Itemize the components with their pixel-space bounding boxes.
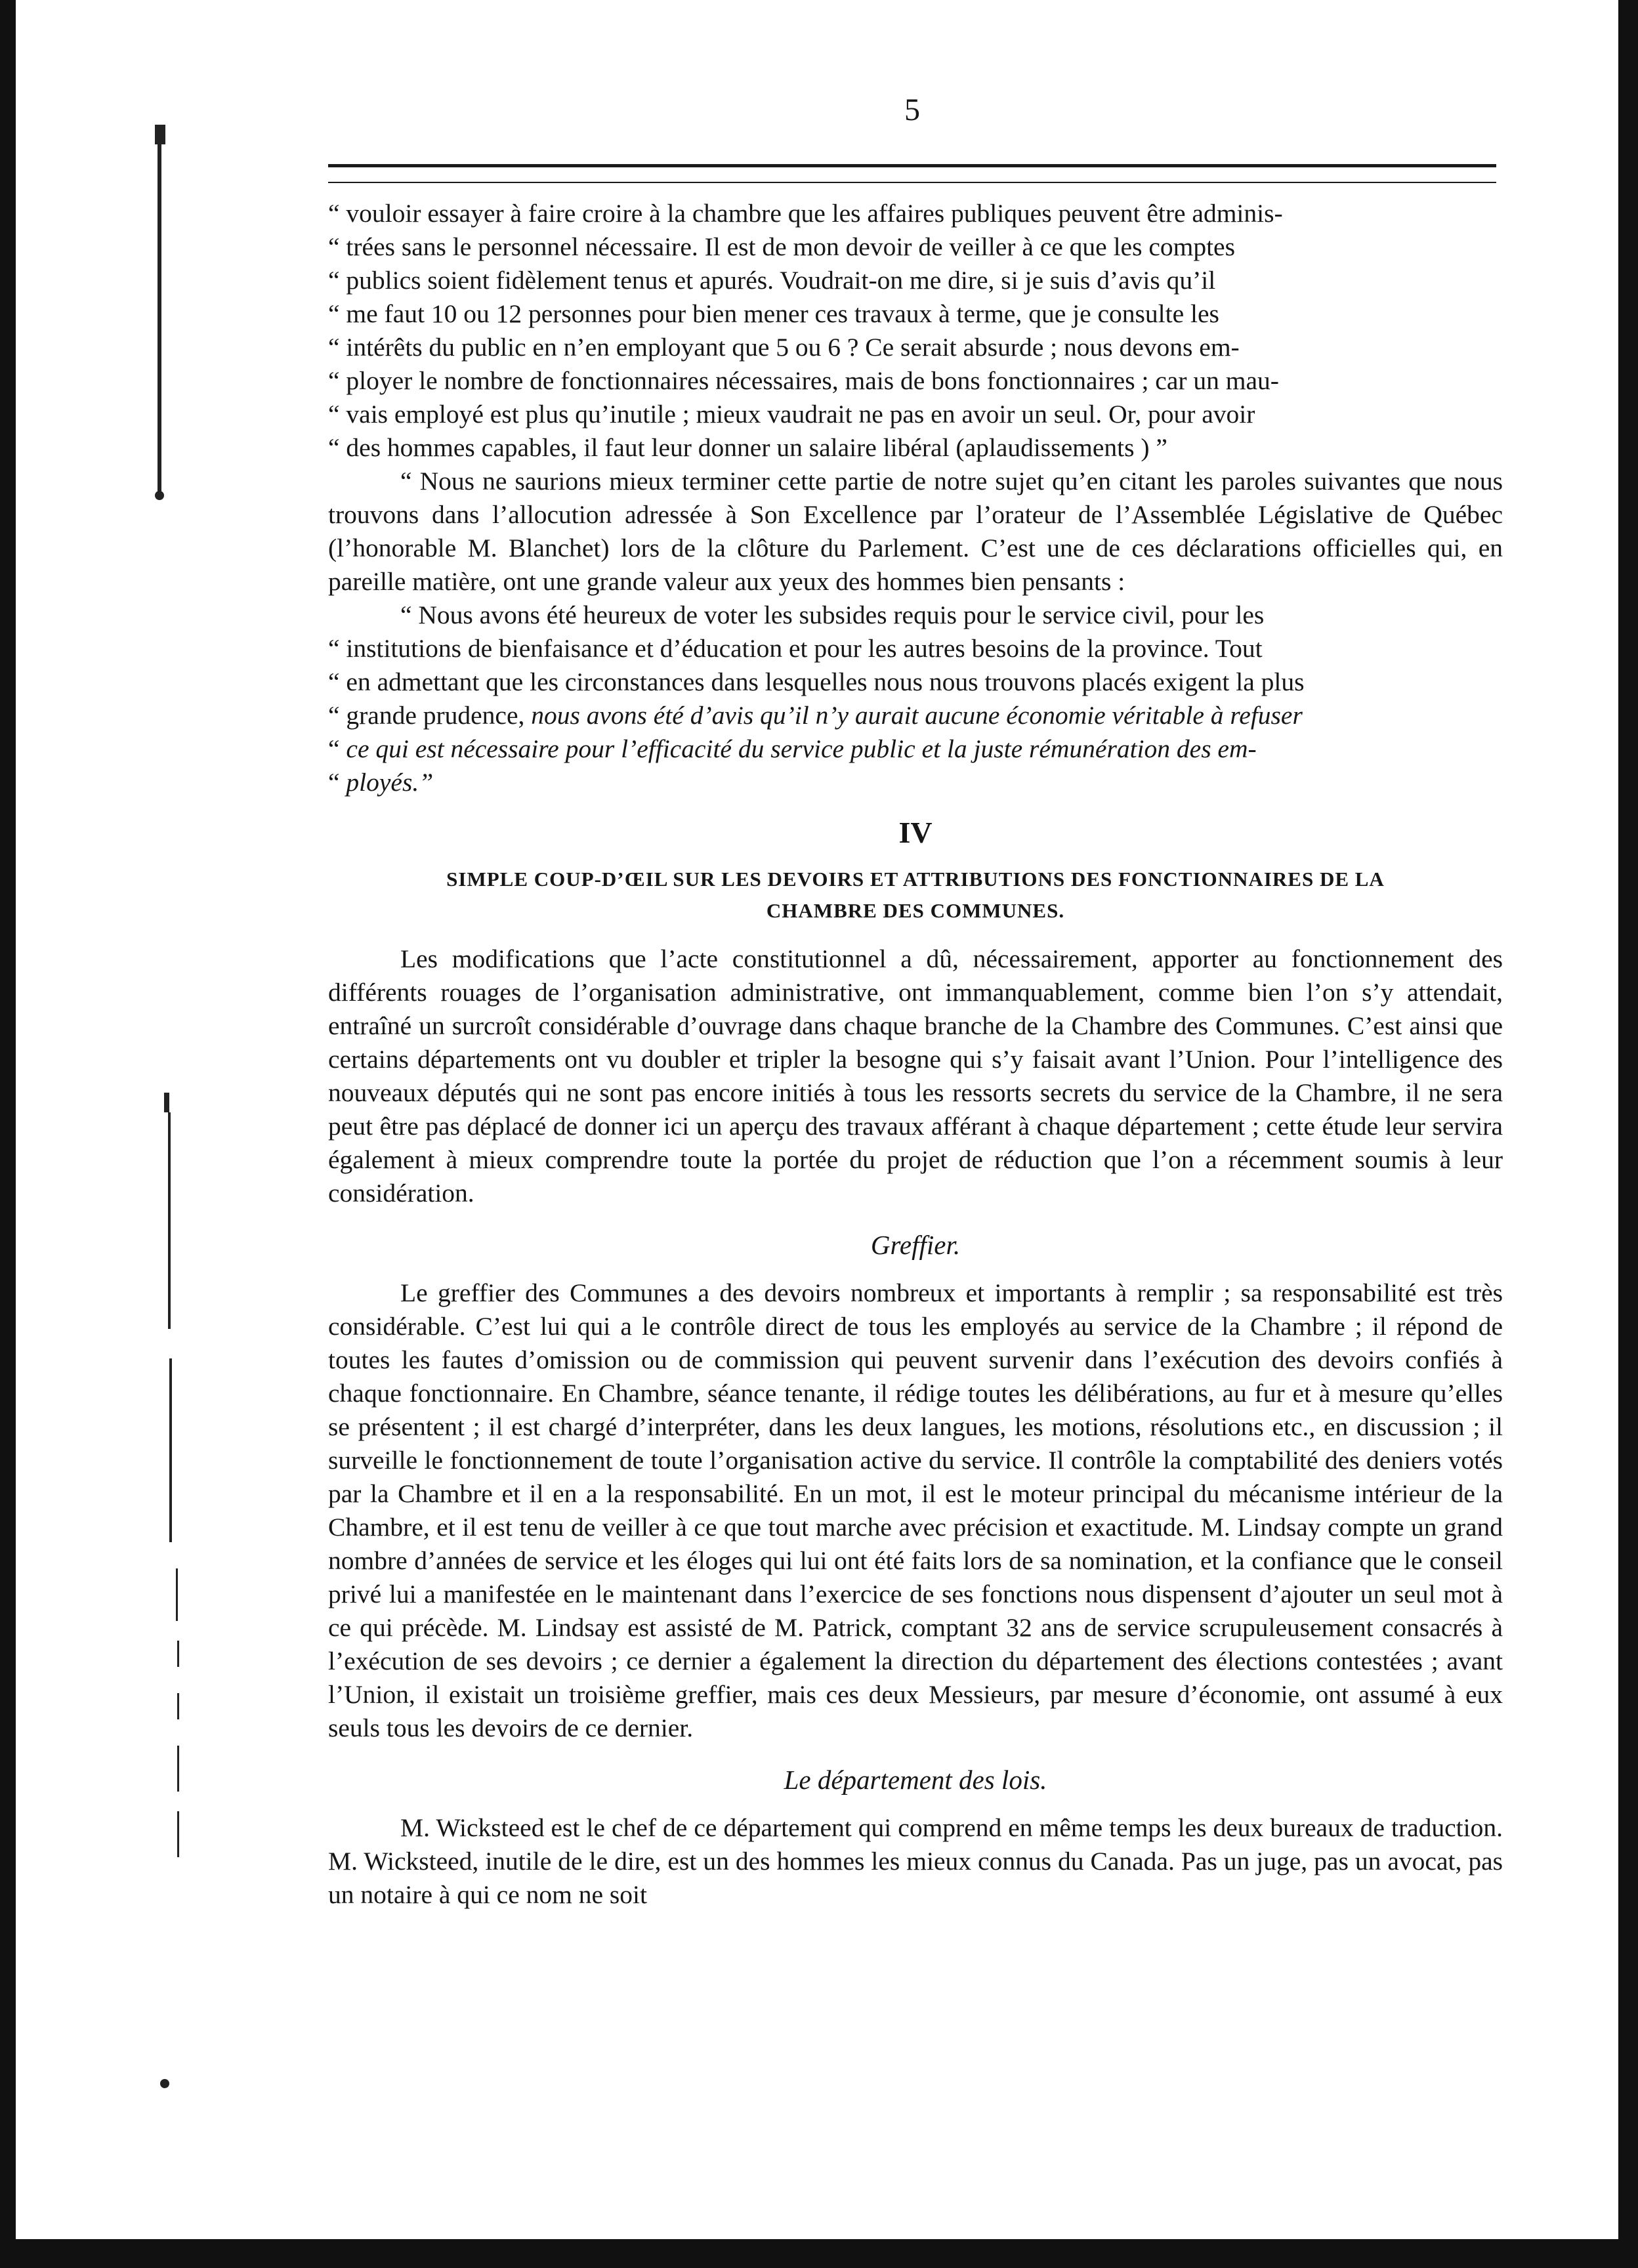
quote-continuation: [328, 197, 1503, 465]
quote-line: “ ployer le nombre de fonctionnaires nécessaires, mais de bons fonctionnaires ; car un mau-: [328, 366, 1279, 395]
section-title-line: SIMPLE COUP-D’ŒIL SUR LES DEVOIRS ET ATTRIBUTIONS DES FONCTIONNAIRES DE LA: [446, 868, 1385, 891]
section-paragraph: Les modifications que l’acte constitutionnel a dû, nécessairement, apporter au fonctionnement des différents rouages de l’organisation administrative, ont immanquablement, comme bien l’on s’y attendait, entraîné un surcroît considérable d’ouvrage dans chaque branche de la Chambre des Communes. C’est ainsi que certains départements ont vu doubler et tripler la besogne qui s’y faisait avant l’Union. Pour l’intelligence des nouveaux députés qui ne sont pas encore initiés à tous les ressorts secrets du service de la Chambre, il ne sera peut être pas déplacé de donner ici un aperçu des travaux afférant à chaque département ; cette étude leur servira également à mieux comprendre toute la portée du projet de réduction que l’on a récemment soumis à leur considération.: [328, 944, 1503, 1208]
intro-paragraph: “ Nous ne saurions mieux terminer cette partie de notre sujet qu’en citant les paroles suivantes que nous trouvons dans l’allocution adressée à Son Excellence par l’orateur de l’Assemblée Législative de Québec (l’honorable M. Blanchet) lors de la clôture du Parlement. C’est une de ces déclarations officielles qui, en pareille matière, ont une grande valeur aux yeux des hommes bien pensants :: [328, 467, 1503, 596]
header-rule: [328, 164, 1496, 183]
quote-line: “ trées sans le personnel nécessaire. Il est de mon devoir de veiller à ce que les comptes: [328, 232, 1235, 261]
quote-line: “ me faut 10 ou 12 personnes pour bien mener ces travaux à terme, que je consulte les: [328, 299, 1219, 328]
scan-right-edge: [1618, 0, 1638, 2268]
quote-line: “ des hommes capables, il faut leur donner un salaire libéral (aplaudissements ) ”: [328, 433, 1167, 462]
quote-line: “ en admettant que les circonstances dans lesquelles nous nous trouvons placés exigent la plus: [328, 667, 1305, 696]
margin-mark: [177, 1811, 179, 1857]
margin-mark: [164, 1093, 169, 1112]
quote-line: “ institutions de bienfaisance et d’éducation et pour les autres besoins de la province. Tout: [328, 634, 1263, 663]
quote-mark: “: [328, 734, 346, 763]
greffier-paragraph: Le greffier des Communes a des devoirs nombreux et importants à remplir ; sa responsabilité est très considérable. C’est lui qui a le contrôle direct de tous les employés au service de la Chambre ; il répond de toutes les fautes d’omission ou de commission qui peuvent survenir dans l’exécution des devoirs confiés à chaque fonctionnaire. En Chambre, séance tenante, il rédige toutes les délibérations, au fur et à mesure qu’elles se présentent ; il est chargé d’interpréter, dans les deux langues, les motions, résolutions etc., en discussion ; il surveille le fonctionnement de toute l’organisation active du service. Il contrôle la comptabilité des deniers votés par la Chambre et il en a la responsabilité. En un mot, il est le moteur principal du mécanisme intérieur de la Chambre, et il est tenu de veiller à ce que tout marche avec précision et exactitude. M. Lindsay compte un grand nombre d’années de service et les éloges qui lui ont été faits lors de sa nomination, et la confiance que le conseil privé lui a manifestée en le maintenant dans l’exercice de ses fonctions nous dispensent d’ajouter un seul mot à ce qui précède. M. Lindsay est assisté de M. Patrick, comptant 32 ans de service scrupuleusement consacrés à l’exécution de ses devoirs ; ce dernier a également la direction du département des élections contestées ; avant l’Union, il existait un troisième greffier, mais ces deux Messieurs, par mesure d’économie, ont assumé à eux seuls tous les devoirs de ce dernier.: [328, 1278, 1503, 1742]
margin-mark: [177, 1641, 179, 1667]
quote-line: [328, 766, 1503, 799]
margin-mark: [177, 1693, 179, 1719]
lois-paragraph: M. Wicksteed est le chef de ce département qui comprend en même temps les deux bureaux de traduction. M. Wicksteed, inutile de le dire, est un des hommes les mieux connus du Canada. Pas un juge, pas un avocat, pas un notaire à qui ce nom ne soit: [328, 1813, 1503, 1909]
margin-mark: [169, 1358, 172, 1542]
quote-line: “ intérêts du public en n’en employant que 5 ou 6 ? Ce serait absurde ; nous devons em-: [328, 333, 1240, 362]
quote-italic-text: ce qui est nécessaire pour l’efficacité du service public et la juste rémunération des em-: [346, 734, 1257, 763]
margin-mark: [160, 2079, 169, 2088]
page-body: [328, 197, 1503, 1912]
quote-line: “ vais employé est plus qu’inutile ; mieux vaudrait ne pas en avoir un seul. Or, pour avoir: [328, 400, 1255, 429]
quote-italic-text: nous avons été d’avis qu’il n’y aurait aucune économie véritable à refuser: [531, 701, 1303, 730]
lois-heading: Le département des lois.: [784, 1765, 1047, 1795]
quote-line: “ publics soient fidèlement tenus et apurés. Voudrait-on me dire, si je suis d’avis qu’il: [328, 266, 1216, 295]
quote-line: [328, 732, 1503, 766]
quote-text: “ grande prudence,: [328, 701, 532, 730]
margin-mark: [155, 491, 164, 500]
scan-bottom-edge: [0, 2239, 1638, 2268]
quote-mark: “: [328, 768, 346, 797]
section-title-line: CHAMBRE DES COMMUNES.: [766, 899, 1065, 922]
quote-line: “ Nous avons été heureux de voter les subsides requis pour le service civil, pour les: [400, 600, 1265, 629]
section-title: [328, 864, 1503, 927]
margin-mark: [176, 1568, 178, 1621]
blanchet-quote: [328, 598, 1503, 799]
page-number: 5: [904, 93, 920, 127]
greffier-heading: Greffier.: [870, 1230, 961, 1260]
margin-mark: [158, 141, 161, 495]
quote-line: [328, 699, 1503, 732]
section-numeral: IV: [898, 816, 933, 849]
quote-line: “ vouloir essayer à faire croire à la chambre que les affaires publiques peuvent être adminis-: [328, 199, 1283, 228]
quote-italic-text: ployés.”: [346, 768, 434, 797]
scan-left-edge: [0, 0, 16, 2268]
margin-mark: [177, 1746, 179, 1792]
margin-mark: [168, 1112, 171, 1329]
